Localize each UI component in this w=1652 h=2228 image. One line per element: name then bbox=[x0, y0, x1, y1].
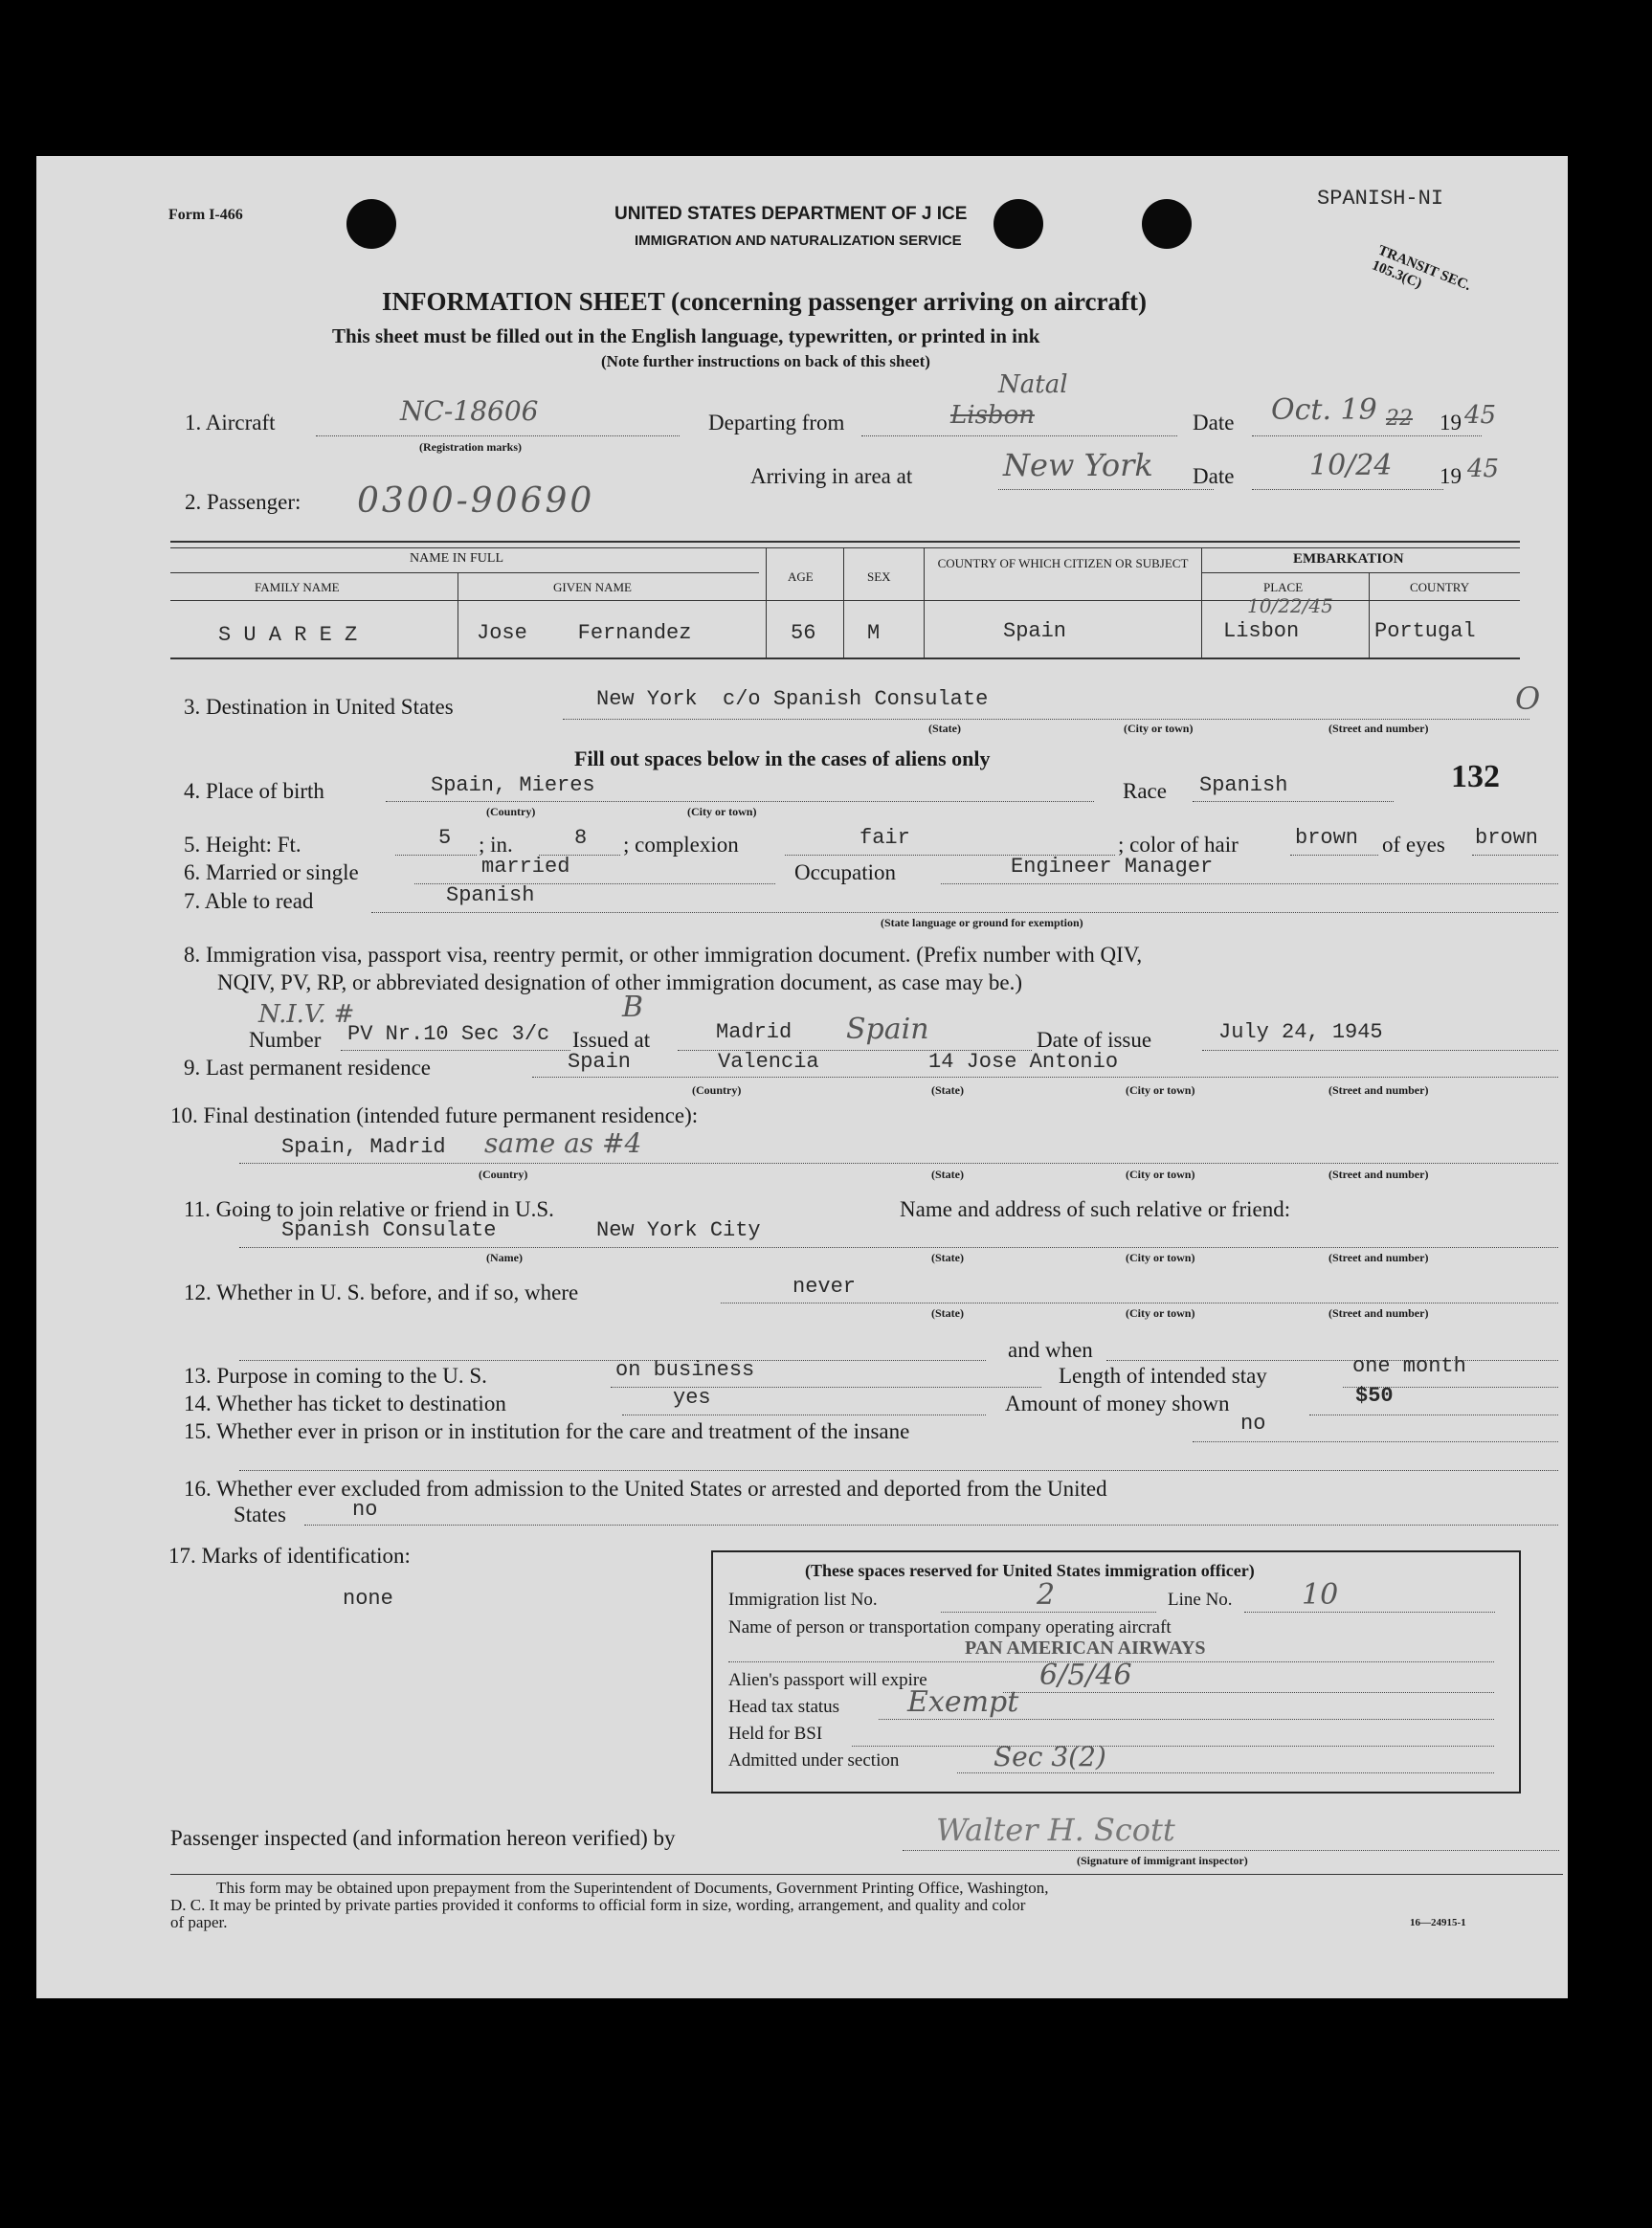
punch-hole bbox=[346, 199, 396, 249]
caption-street: (Street and number) bbox=[1328, 1306, 1429, 1320]
q5-label: 5. Height: Ft. bbox=[184, 833, 301, 857]
q9-state: Valencia bbox=[718, 1050, 819, 1074]
passport-value: 6/5/46 bbox=[1039, 1659, 1132, 1692]
q8-line1: 8. Immigration visa, passport visa, reentry permit, or other immigration document. (Prefix number with QIV, bbox=[184, 943, 1143, 967]
footer-line1: This form may be obtained upon prepayment from the Superintendent of Documents, Government Printing Office, Washington, bbox=[216, 1879, 1049, 1897]
q3-label: 3. Destination in United States bbox=[184, 695, 454, 719]
form-code: 16—24915-1 bbox=[1410, 1917, 1466, 1928]
officer-heading: (These spaces reserved for United States immigration officer) bbox=[805, 1561, 1255, 1580]
cell-given-name: Jose Fernandez bbox=[477, 621, 692, 645]
cell-age: 56 bbox=[791, 621, 816, 645]
caption-country: (Country) bbox=[479, 1168, 528, 1181]
punch-hole bbox=[993, 199, 1043, 249]
line-value: 10 bbox=[1302, 1578, 1339, 1612]
date2-year-prefix: 19 bbox=[1440, 464, 1462, 488]
caption-street: (Street and number) bbox=[1328, 1083, 1429, 1097]
punch-hole bbox=[1142, 199, 1192, 249]
q13-value: on business bbox=[615, 1358, 755, 1382]
issued-label: Issued at bbox=[572, 1028, 651, 1052]
line-label: Line No. bbox=[1168, 1590, 1233, 1610]
q15-label: 15. Whether ever in prison or in institution for the care and treatment of the insane bbox=[184, 1419, 910, 1443]
tax-label: Head tax status bbox=[728, 1697, 840, 1717]
aircraft-value: NC-18606 bbox=[400, 395, 539, 427]
list-value: 2 bbox=[1037, 1578, 1056, 1612]
q15-value: no bbox=[1240, 1412, 1266, 1436]
caption-state: (State) bbox=[928, 722, 961, 735]
q11-city: New York City bbox=[596, 1218, 761, 1242]
footer-line3: of paper. bbox=[170, 1913, 228, 1931]
caption-city: (City or town) bbox=[1124, 722, 1194, 735]
section-value: Sec 3(2) bbox=[993, 1741, 1106, 1772]
q3-mark: O bbox=[1515, 680, 1541, 717]
bsi-label: Held for BSI bbox=[728, 1724, 823, 1744]
form-number: Form I-466 bbox=[168, 207, 243, 223]
q17-value: none bbox=[343, 1587, 393, 1611]
q14-label: 14. Whether has ticket to destination bbox=[184, 1392, 506, 1415]
stay-label: Length of intended stay bbox=[1059, 1364, 1267, 1388]
issue-date-value: July 24, 1945 bbox=[1218, 1020, 1383, 1044]
passenger-label: 2. Passenger: bbox=[185, 490, 301, 514]
q16-line1: 16. Whether ever excluded from admission to the United States or arrested and deported from the United bbox=[184, 1477, 1107, 1501]
form-subtitle: This sheet must be filled out in the English language, typewritten, or printed in ink bbox=[332, 324, 1040, 347]
complexion-value: fair bbox=[859, 826, 910, 850]
hair-value: brown bbox=[1295, 826, 1359, 850]
complexion-label: ; complexion bbox=[623, 833, 739, 857]
caption-state: (State) bbox=[931, 1306, 964, 1320]
stamp-spanish-ni: SPANISH-NI bbox=[1317, 187, 1444, 211]
caption-street: (Street and number) bbox=[1328, 1251, 1429, 1264]
q10-label: 10. Final destination (intended future permanent residence): bbox=[170, 1103, 699, 1127]
transit-stamp: TRANSIT SEC. 105.3(C) bbox=[1370, 242, 1473, 295]
departing-label: Departing from bbox=[708, 411, 845, 434]
q16-value: no bbox=[352, 1498, 378, 1522]
form-title: INFORMATION SHEET (concerning passenger arriving on aircraft) bbox=[382, 287, 1147, 316]
embarkation-header: EMBARKATION bbox=[1293, 551, 1404, 567]
q16-line2: States bbox=[234, 1503, 286, 1526]
q11-label: 11. Going to join relative or friend in U.S. bbox=[184, 1197, 554, 1221]
date-value: Oct. 19 bbox=[1271, 393, 1377, 427]
q4-value: Spain, Mieres bbox=[431, 773, 595, 797]
hair-label: ; color of hair bbox=[1118, 833, 1239, 857]
agency-line2: IMMIGRATION AND NATURALIZATION SERVICE bbox=[635, 233, 962, 249]
caption-state: (State) bbox=[931, 1251, 964, 1264]
date-crossed: 22 bbox=[1386, 407, 1413, 431]
date-label: Date bbox=[1193, 411, 1235, 434]
q12-value: never bbox=[793, 1275, 857, 1299]
q17-label: 17. Marks of identification: bbox=[168, 1544, 411, 1568]
list-label: Immigration list No. bbox=[728, 1590, 878, 1610]
tax-value: Exempt bbox=[907, 1685, 1019, 1719]
q10-value: Spain, Madrid bbox=[281, 1135, 446, 1159]
passport-label: Alien's passport will expire bbox=[728, 1670, 927, 1690]
company-label: Name of person or transportation company operating aircraft bbox=[728, 1617, 1172, 1638]
q9-label: 9. Last permanent residence bbox=[184, 1056, 431, 1080]
inspected-label: Passenger inspected (and information hereon verified) by bbox=[170, 1826, 676, 1850]
cell-family-name: S U A R E Z bbox=[218, 623, 358, 647]
height-in: 8 bbox=[574, 826, 588, 850]
date-year: 45 bbox=[1464, 401, 1497, 430]
date2-value: 10/24 bbox=[1309, 449, 1393, 482]
form-page bbox=[36, 156, 1568, 1998]
q12-label: 12. Whether in U. S. before, and if so, where bbox=[184, 1281, 579, 1304]
occupation-value: Engineer Manager bbox=[1011, 855, 1214, 879]
and-when-label: and when bbox=[1008, 1338, 1093, 1362]
emb-country-header: COUNTRY bbox=[1410, 580, 1470, 594]
name-in-full-header: NAME IN FULL bbox=[410, 551, 503, 566]
departing-value: Natal bbox=[998, 370, 1068, 399]
arriving-label: Arriving in area at bbox=[750, 464, 913, 488]
issued-value: Madrid bbox=[716, 1020, 793, 1044]
q4-label: 4. Place of birth bbox=[184, 779, 324, 803]
q7-value: Spanish bbox=[446, 883, 535, 907]
company-value: PAN AMERICAN AIRWAYS bbox=[965, 1638, 1206, 1659]
form-note: (Note further instructions on back of this sheet) bbox=[601, 352, 930, 370]
caption-city: (City or town) bbox=[1126, 1251, 1195, 1264]
age-header: AGE bbox=[788, 569, 814, 584]
cell-country: Spain bbox=[1003, 619, 1067, 643]
q13-label: 13. Purpose in coming to the U. S. bbox=[184, 1364, 487, 1388]
caption-state: (State) bbox=[931, 1168, 964, 1181]
q7-caption: (State language or ground for exemption) bbox=[881, 916, 1083, 929]
caption-street: (Street and number) bbox=[1328, 1168, 1429, 1181]
registration-caption: (Registration marks) bbox=[419, 440, 522, 454]
caption-state: (State) bbox=[931, 1083, 964, 1097]
caption-name: (Name) bbox=[486, 1251, 523, 1264]
money-value: $50 bbox=[1355, 1384, 1394, 1408]
caption-country: (Country) bbox=[486, 805, 536, 818]
height-ft: 5 bbox=[438, 826, 452, 850]
agency-line1: UNITED STATES DEPARTMENT OF J ICE bbox=[614, 204, 968, 224]
q8-line2: NQIV, PV, RP, or abbreviated designation of other immigration document, as case may be.) bbox=[217, 970, 1023, 994]
arriving-value: New York bbox=[1003, 447, 1153, 483]
cell-place-note: 10/22/45 bbox=[1247, 594, 1333, 617]
q6-value: married bbox=[481, 855, 570, 879]
q7-label: 7. Able to read bbox=[184, 889, 314, 913]
q6-label: 6. Married or single bbox=[184, 860, 359, 884]
caption-city: (City or town) bbox=[1126, 1306, 1195, 1320]
race-value: Spanish bbox=[1199, 773, 1288, 797]
q9-street: 14 Jose Antonio bbox=[928, 1050, 1119, 1074]
race-label: Race bbox=[1123, 779, 1167, 803]
occupation-label: Occupation bbox=[794, 860, 897, 884]
caption-city: (City or town) bbox=[687, 805, 757, 818]
q11-name: Spanish Consulate bbox=[281, 1218, 497, 1242]
stay-value: one month bbox=[1352, 1354, 1466, 1378]
page-number: 132 bbox=[1451, 759, 1500, 794]
cell-place: Lisbon bbox=[1223, 619, 1300, 643]
height-in-label: ; in. bbox=[479, 833, 513, 857]
q8-hand-b: B bbox=[622, 991, 644, 1024]
place-header: PLACE bbox=[1263, 580, 1304, 594]
q11-right-label: Name and address of such relative or friend: bbox=[900, 1197, 1291, 1221]
q8-hand-prefix: N.I.V. # bbox=[258, 1000, 355, 1029]
number-value: PV Nr.10 Sec 3/c bbox=[347, 1022, 550, 1046]
footer-line2: D. C. It may be printed by private parties provided it conforms to official form in size, wording, arrangement, and quality and color bbox=[170, 1896, 1026, 1914]
issued-hand: Spain bbox=[846, 1013, 929, 1046]
caption-city: (City or town) bbox=[1126, 1083, 1195, 1097]
given-name-header: GIVEN NAME bbox=[553, 580, 632, 594]
signature-caption: (Signature of immigrant inspector) bbox=[1077, 1854, 1248, 1867]
q14-value: yes bbox=[673, 1386, 711, 1410]
q9-country: Spain bbox=[568, 1050, 632, 1074]
cell-sex: M bbox=[867, 621, 881, 645]
aliens-heading: Fill out spaces below in the cases of aliens only bbox=[574, 746, 991, 770]
caption-city: (City or town) bbox=[1126, 1168, 1195, 1181]
cell-emb-country: Portugal bbox=[1374, 619, 1476, 643]
date2-year: 45 bbox=[1467, 455, 1500, 483]
eyes-value: brown bbox=[1475, 826, 1539, 850]
number-label: Number bbox=[249, 1028, 322, 1052]
eyes-label: of eyes bbox=[1382, 833, 1445, 857]
q3-value: New York c/o Spanish Consulate bbox=[596, 687, 989, 711]
money-label: Amount of money shown bbox=[1005, 1392, 1230, 1415]
family-name-header: FAMILY NAME bbox=[255, 580, 340, 594]
departing-crossed: Lisbon bbox=[950, 401, 1035, 430]
caption-street: (Street and number) bbox=[1328, 722, 1429, 735]
aircraft-label: 1. Aircraft bbox=[185, 411, 276, 434]
country-citizen-header: COUNTRY OF WHICH CITIZEN OR SUBJECT bbox=[937, 556, 1189, 570]
q10-hand: same as #4 bbox=[484, 1127, 642, 1159]
passenger-value: 0300-90690 bbox=[357, 481, 595, 521]
date2-label: Date bbox=[1193, 464, 1235, 488]
issue-date-label: Date of issue bbox=[1037, 1028, 1152, 1052]
caption-country: (Country) bbox=[692, 1083, 742, 1097]
inspector-signature: Walter H. Scott bbox=[936, 1812, 1175, 1848]
section-label: Admitted under section bbox=[728, 1750, 900, 1771]
date-year-prefix: 19 bbox=[1440, 411, 1462, 434]
sex-header: SEX bbox=[867, 569, 891, 584]
